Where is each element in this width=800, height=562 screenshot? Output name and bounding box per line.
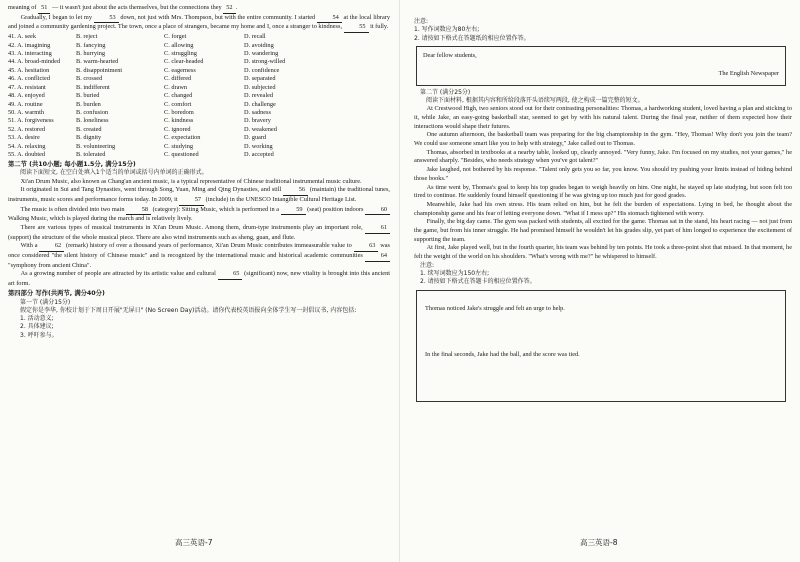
option-choice: C. drawn xyxy=(164,83,188,91)
story-paragraph: Finally, the big day came. The gym was packed with students, all excited for the game. Thomas sat in the stand, his heart racing — not just from the game, but from his inner struggle. He had promised himself he wouldn't let his grades slip, yet part of him longed to experience the excitement of supporting the team. xyxy=(414,218,792,243)
notes2-title: 注意: xyxy=(420,261,435,269)
option-row xyxy=(8,126,390,134)
option-choice: C. eagerness xyxy=(164,66,196,74)
option-choice: D. revealed xyxy=(244,92,274,100)
option-row xyxy=(8,151,390,159)
option-choice: B. burden xyxy=(76,100,101,108)
blank-57: 57 xyxy=(179,196,204,206)
writing-point: 3. 呼吁参与。 xyxy=(20,331,58,339)
option-choice: D. weakened xyxy=(244,125,277,133)
blank-65: 65 xyxy=(218,270,243,280)
blank-54: 54 xyxy=(317,14,342,24)
option-choice: C. clear-headed xyxy=(164,58,204,66)
letter-signature: The English Newspaper xyxy=(718,70,779,78)
option-choice: C. comfort xyxy=(164,100,192,108)
option-choice: 45. A. hesitation xyxy=(8,66,50,74)
option-row xyxy=(8,58,390,66)
letter-greeting: Dear fellow students, xyxy=(423,51,477,59)
option-choice: 41. A. seek xyxy=(8,33,36,41)
option-choice: C. struggling xyxy=(164,49,197,57)
option-row xyxy=(8,143,390,151)
note2-2: 2. 请按如下格式在答题卡的相应位置作答。 xyxy=(420,278,536,286)
option-choice: 54. A. relaxing xyxy=(8,142,46,150)
option-choice: B. fancying xyxy=(76,41,106,49)
option-choice: B. dignity xyxy=(76,134,102,142)
option-choice: C. kindness xyxy=(164,117,194,125)
blank-60: 60 xyxy=(365,206,390,216)
option-choice: D. bravery xyxy=(244,117,271,125)
grammar-passage xyxy=(8,178,390,289)
writing-point: 2. 具体建议; xyxy=(20,323,54,331)
option-choice: C. boredom xyxy=(164,109,194,116)
option-choice: D. subjected xyxy=(244,83,276,91)
writing-points xyxy=(8,315,390,340)
continuation-line-1: Thomas noticed Jake's struggle and felt an urge to help. xyxy=(425,304,565,312)
passage-paragraph: It originated in Sui and Tang Dynasties, went through Song, Yuan, Ming and Qing Dynasties, and still 56 (maintain) the traditional tunes, instruments, music scores and performance forms today. In 2009, it 57 (include) in the UNESCO Intangible Cultural Heritage List. xyxy=(8,186,390,205)
option-row xyxy=(8,33,390,41)
option-choice: D. avoiding xyxy=(244,41,274,49)
section2-title-right: 第二节 (满分25分) xyxy=(420,88,471,96)
option-choice: B. tolerated xyxy=(76,151,106,159)
passage-paragraph: Xi'an Drum Music, also known as Chang'an ancient music, is a typical representative of Chinese traditional instrumental music culture. xyxy=(20,177,362,185)
section2-instructions: 阅读下面短文, 在空白处填入1个适当的单词或括号内单词的正确形式。 xyxy=(20,169,208,177)
writing-point: 1. 活动意义; xyxy=(20,315,54,323)
option-choice: 50. A. warmth xyxy=(8,109,45,116)
story-paragraph: At first, Jake played well, but in the fourth quarter, his team was behind by ten points. He took a three-point shot that missed. In that moment, he felt the weight of the world on his shoulders. "What's wrong with me?" he whispered to himself. xyxy=(414,244,792,261)
option-choice: B. crossed xyxy=(76,75,103,83)
writing-task: 假定你是李华, 你校计划于下周日开展"无屏日" (No Screen Day)活动。请你代表校英语报向全体学生写一封倡议书, 内容包括: xyxy=(20,306,357,314)
option-choice: 48. A. enjoyed xyxy=(8,92,45,100)
page-footer-right: 高三英语-8 xyxy=(580,537,618,547)
blank-58: 58 xyxy=(126,206,151,216)
notes-title: 注意: xyxy=(414,18,429,25)
note-2: 2. 请按如下格式在答题纸的相应位置作答。 xyxy=(414,34,530,42)
option-choice: C. questioned xyxy=(164,151,199,159)
blank-56: 56 xyxy=(283,186,308,196)
option-row xyxy=(8,67,390,75)
cloze-intro xyxy=(8,4,390,33)
option-choice: B. reject xyxy=(76,33,98,41)
cloze-options xyxy=(8,33,390,160)
option-choice: D. sadness xyxy=(244,109,271,116)
option-choice: 51. A. forgiveness xyxy=(8,117,54,125)
option-row xyxy=(8,134,390,142)
option-choice: 53. A. desire xyxy=(8,134,40,142)
option-row xyxy=(8,50,390,58)
note2-1: 1. 续写词数应为150左右; xyxy=(420,269,490,277)
option-row xyxy=(8,117,390,125)
option-choice: D. strong-willed xyxy=(244,58,286,66)
option-choice: 49. A. routine xyxy=(8,100,43,108)
option-choice: 42. A. imagining xyxy=(8,41,51,49)
option-choice: 43. A. interacting xyxy=(8,49,52,57)
option-row xyxy=(8,42,390,50)
option-choice: B. indifferent xyxy=(76,83,110,91)
blank-55: 55 xyxy=(344,23,369,33)
option-choice: 44. A. broad-minded xyxy=(8,58,61,66)
option-choice: 52. A. restored xyxy=(8,125,46,133)
option-choice: B. confusion xyxy=(76,109,109,116)
blank-63: 63 xyxy=(354,242,379,252)
option-choice: 47. A. resistant xyxy=(8,83,46,91)
option-choice: D. challenge xyxy=(244,100,276,108)
option-choice: D. wandering xyxy=(244,49,279,57)
story-paragraph: At Crestwood High, two seniors stood out for their contrasting personalities: Thomas, a hardworking student, loved having a plan and sticking to it, while Jake, an easy-going basketball star, seemed to get by with his natural talent. During the final year, neither of them expected how their interactions would shape their futures. xyxy=(414,105,792,130)
story-paragraph: Jake laughed, not bothered by his response. "Talent only gets you so far, you know. You should try pushing your limits instead of hiding behind those books." xyxy=(414,166,792,182)
option-choice: C. changed xyxy=(164,92,193,100)
option-choice: 55. A. doubted xyxy=(8,151,46,159)
option-row xyxy=(8,101,390,109)
passage-paragraph: As a growing number of people are attracted by its artistic value and cultural 65 (significant) now, new vitality is brought into this ancient art form. xyxy=(8,270,390,288)
option-choice: D. working xyxy=(244,142,273,150)
option-choice: B. created xyxy=(76,125,102,133)
option-choice: D. separated xyxy=(244,75,276,83)
passage-paragraph: The music is often divided into two main 58 (category): Sitting Music, which is performed in a 59 (seat) position indoors 60 Walking Music, which is played during the march and is relatively lively. xyxy=(8,206,390,224)
option-choice: B. warm-hearted xyxy=(76,58,119,66)
answer-box-continuation xyxy=(416,290,786,402)
option-row xyxy=(8,92,390,100)
answer-box-letter xyxy=(416,46,786,86)
option-choice: D. confidence xyxy=(244,66,280,74)
option-row xyxy=(8,109,390,117)
option-choice: 46. A. conflicted xyxy=(8,75,50,83)
blank-59: 59 xyxy=(281,206,306,216)
page-footer-left: 高三英语-7 xyxy=(175,537,213,547)
intro-paragraph: meaning of 51 — it wasn't just about the acts themselves, but the connections they 52 . xyxy=(8,4,390,14)
option-row xyxy=(8,75,390,83)
continuation-line-2: In the final seconds, Jake had the ball, and the score was tied. xyxy=(425,350,580,358)
blank-61: 61 xyxy=(365,224,390,234)
section2-title: 第二节 (共10小题; 每小题1.5分, 满分15分) xyxy=(8,160,136,168)
option-choice: D. recall xyxy=(244,33,266,41)
story-paragraph: One autumn afternoon, the basketball team was preparing for the big championship in the gym. "Hey, Thomas! Why don't you join the team? We could use someone smart like you to help with strategy," Jake called out to Thomas. xyxy=(414,131,792,148)
blank-52: 52 xyxy=(223,4,235,14)
option-choice: D. accepted xyxy=(244,151,274,159)
story-paragraph: Meanwhile, Jake had his own stress. His team relied on him, but he felt the burden of expectations. Lying in bed, he thought about the championship game and his fear of letting everyone down. "What if I mess up?" His stomach tightened with worry. xyxy=(414,200,792,217)
passage-paragraph: With a 62 (remark) history of over a thousand years of performance, Xi'an Drum Music contributes immeasurable value to 63 was once considered "the silent history of Chinese music" and is recognized by the international music and historical academic communities 64 "symphony from ancient China". xyxy=(8,242,390,269)
option-choice: B. hurrying xyxy=(76,49,106,57)
option-choice: D. guard xyxy=(244,134,267,142)
option-choice: C. forget xyxy=(164,33,187,41)
option-row xyxy=(8,84,390,92)
note-1: 1. 写作词数应为80左右; xyxy=(414,26,480,34)
option-choice: B. loneliness xyxy=(76,117,109,125)
option-choice: B. buried xyxy=(76,92,100,100)
blank-64: 64 xyxy=(365,252,390,262)
right-page xyxy=(400,0,800,562)
story-paragraph: As time went by, Thomas's goal to keep his top grades began to weigh heavily on him. One night, he stayed up late studying, but soon felt too tired to continue. He suddenly found himself questioning if he was giving up too much just for good grades. xyxy=(414,183,792,200)
option-choice: B. disappointment xyxy=(76,66,123,74)
option-choice: C. differed xyxy=(164,75,192,83)
passage-paragraph: There are various types of musical instruments in Xi'an Drum Music. Among them, drum-type instruments play an important role, 61 (support) the structure of the whole musical piece. There are also wind instruments such as sheng, guan, and flute. xyxy=(8,224,390,242)
continuation-instructions: 阅读下面材料, 根据其内容和所给段落开头语续写两段, 使之构成一篇完整的短文。 xyxy=(426,97,644,105)
part4-title: 第四部分 写作(共两节, 满分40分) xyxy=(8,289,105,297)
option-choice: B. volunteering xyxy=(76,142,116,150)
blank-62: 62 xyxy=(39,242,64,252)
part4-section1: 第一节 (满分15分) xyxy=(20,298,71,306)
blank-53: 53 xyxy=(94,14,119,24)
option-choice: C. expectation xyxy=(164,134,201,142)
option-choice: C. allowing xyxy=(164,41,194,49)
intro-paragraph: Gradually, I began to let my 53 down, not just with Mrs. Thompson, but with the entire community. I started 54 at the local library and joined a community gardening project. The town, once a place of strangers, became my home and I, once a stranger to kindness, 55 it fully. xyxy=(8,14,390,33)
story-paragraph: Thomas, absorbed in textbooks at a nearby table, looked up, clearly annoyed. "Very funny, Jake. I'm focused on my studies, not your games," he answered sharply. "Besides, who needs strategy when you've got talent?" xyxy=(414,148,792,165)
option-choice: C. studying xyxy=(164,142,194,150)
option-choice: C. ignored xyxy=(164,125,191,133)
story-passage xyxy=(414,105,792,261)
blank-51: 51 xyxy=(38,4,50,14)
